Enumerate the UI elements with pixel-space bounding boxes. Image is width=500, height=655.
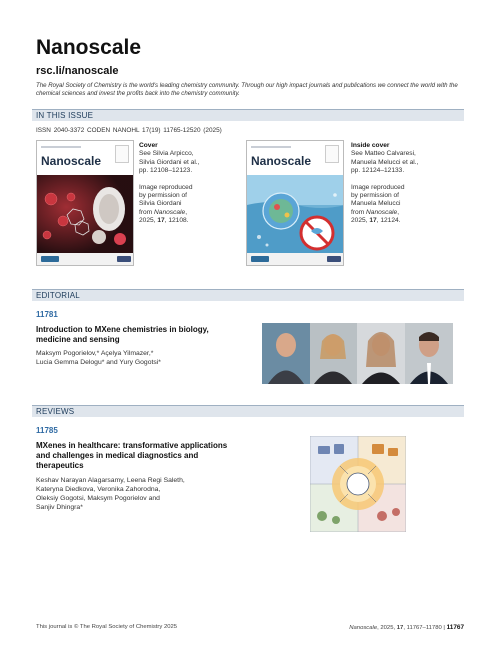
editorial-author-photos [262, 323, 453, 384]
cover-repro-line: from Nanoscale, [139, 208, 188, 216]
section-bar-editorial [32, 289, 464, 301]
front-cover-caption [139, 142, 239, 226]
section-bar-reviews [32, 405, 464, 417]
cover-footer [37, 253, 134, 265]
cover-repro-line: by permission of [139, 192, 188, 200]
editorial-authors: Maksym Pogorielov,* Açelya Yilmazer,* Lucia Gemma Delogu* and Yury Gogotsi* [36, 350, 161, 366]
cover-heading: Inside cover [351, 142, 390, 149]
cover-repro-line: Manuela Melucci [351, 200, 401, 208]
issn-line: ISSN 2040-3372 CODEN NANOHL 17(19) 11765-12520 (2025) [36, 127, 222, 134]
cover-see-line: See Silvia Arpicco, [139, 150, 194, 158]
cover-see-line: Silvia Giordani et al., [139, 158, 200, 166]
inside-cover-caption [351, 142, 451, 226]
cover-see-line: See Matteo Calvaresi, [351, 150, 416, 158]
rsc-logo-mark [41, 256, 59, 262]
cover-repro-line: Silvia Giordani [139, 200, 182, 208]
journal-title: Nanoscale [36, 36, 142, 59]
journal-url[interactable]: rsc.li/nanoscale [36, 65, 119, 77]
cover-pages[interactable]: pp. 12108–12123. [139, 167, 193, 175]
inside-cover-image[interactable] [246, 140, 344, 266]
footer-page-number: 11767 [446, 624, 464, 631]
review-page-number[interactable]: 11785 [36, 426, 58, 435]
cover-journal-name: Nanoscale [41, 154, 102, 168]
cover-issue-badge [325, 145, 339, 163]
editorial-page-number[interactable]: 11781 [36, 310, 58, 319]
cover-repro-line: Image reproduced [351, 183, 405, 191]
cover-pages[interactable]: pp. 12124–12133. [351, 167, 405, 175]
section-label: IN THIS ISSUE [36, 111, 94, 120]
cover-repro-line: from Nanoscale, [351, 208, 400, 216]
section-bar-in-this-issue [32, 109, 464, 121]
rsc-blurb: The Royal Society of Chemistry is the world's leading chemistry community. Through our high impact journals and publications we connect the world with the chemical sciences and invest the profits back into the chemistry community. [36, 82, 458, 97]
cover-repro-line: Image reproduced [139, 183, 193, 191]
partner-logo-mark [327, 256, 341, 262]
cover-footer [247, 253, 344, 265]
cover-header-rule [41, 146, 81, 148]
section-label: REVIEWS [36, 407, 75, 416]
front-cover-artwork [37, 175, 134, 255]
cover-see-line: Manuela Melucci et al., [351, 158, 419, 166]
review-title[interactable]: MXenes in healthcare: transformative applications and challenges in medical diagnostics and therapeutics [36, 441, 228, 470]
editorial-title[interactable]: Introduction to MXene chemistries in biology, medicine and sensing [36, 325, 209, 344]
cover-repro-line: 2025, 17, 12124. [351, 217, 401, 225]
review-graphical-abstract [310, 436, 406, 532]
cover-heading: Cover [139, 142, 158, 149]
review-authors: Keshav Narayan Alagarsamy, Leena Regi Saleth, Kateryna Diedkova, Veronika Zahorodna, Oleksiy Gogotsi, Maksym Pogorielov and Sanjiv Dhingra* [36, 477, 185, 511]
footer-copyright: This journal is © The Royal Society of Chemistry 2025 [36, 624, 178, 630]
footer-citation: Nanoscale, 2025, 17, 11767–11780 | 11767 [349, 624, 464, 631]
partner-logo-mark [117, 256, 131, 262]
rsc-logo-mark [251, 256, 269, 262]
inside-cover-artwork [247, 175, 344, 255]
front-cover-image[interactable] [36, 140, 134, 266]
section-label: EDITORIAL [36, 291, 80, 300]
cover-issue-badge [115, 145, 129, 163]
cover-header-rule [251, 146, 291, 148]
cover-journal-name: Nanoscale [251, 154, 312, 168]
cover-repro-line: by permission of [351, 192, 400, 200]
cover-repro-line: 2025, 17, 12108. [139, 217, 189, 225]
